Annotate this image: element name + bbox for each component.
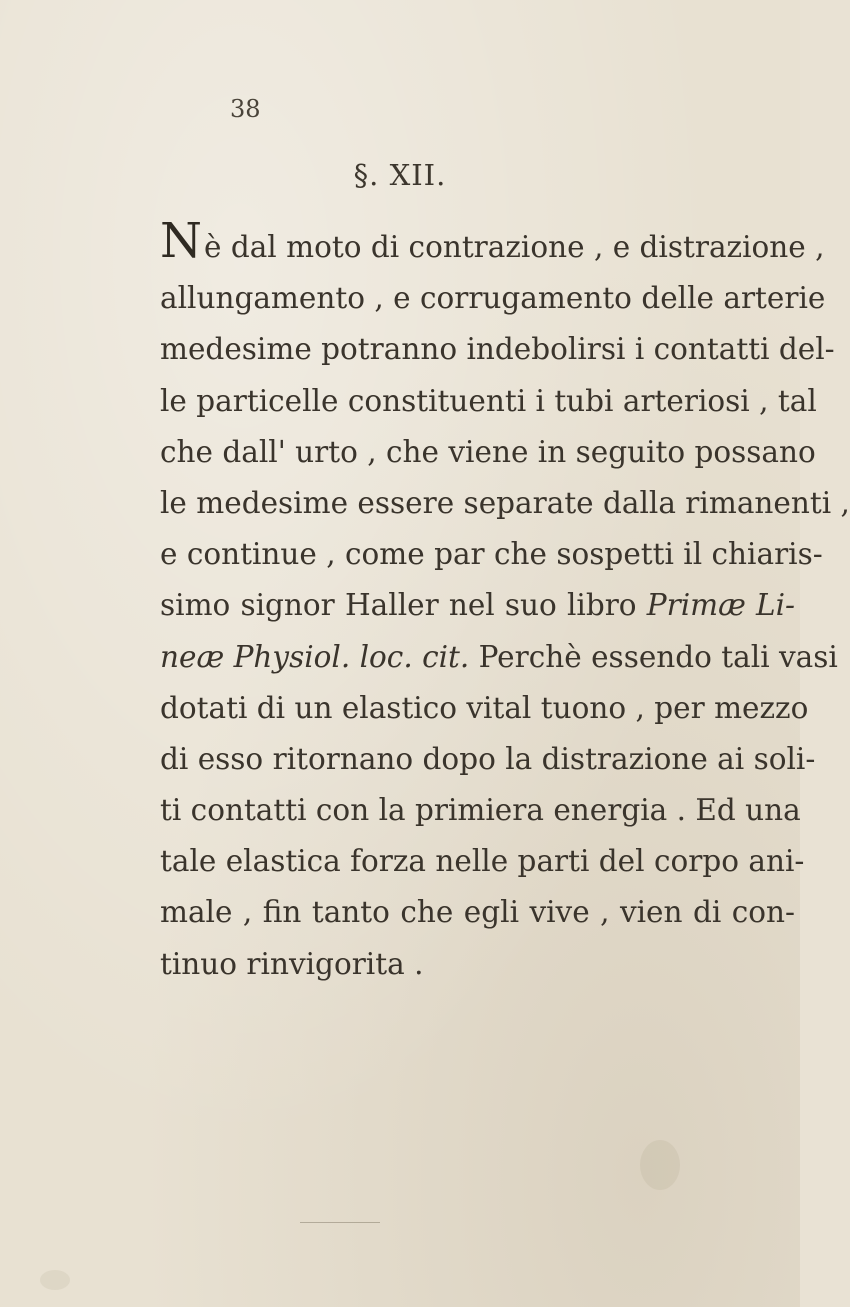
text-line: Nè dal moto di contrazione , e distrazione , [160, 213, 825, 269]
text-line: tinuo rinvigorita . [160, 946, 424, 981]
text-line: le medesime essere separate dalla rimanenti , [160, 485, 850, 520]
text-line: le particelle constituenti i tubi arteriosi , tal [160, 383, 817, 418]
text-line: e continue , come par che sospetti il chiaris- [160, 537, 823, 572]
drop-cap: N [160, 213, 202, 269]
text-line: tale elastica forza nelle parti del corpo ani- [160, 844, 805, 879]
page-number: 38 [230, 95, 261, 123]
text-line: medesime potranno indebolirsi i contatti del- [160, 332, 835, 367]
text-line: che dall' urto , che viene in seguito possano [160, 434, 816, 469]
text-line: male , fin tanto che egli vive , vien di con- [160, 895, 795, 930]
text-line: allungamento , e corrugamento delle arterie [160, 281, 826, 316]
faint-rule [300, 1222, 380, 1223]
paragraph [160, 213, 850, 990]
italic-citation: Primæ Li- [646, 588, 795, 623]
paper-stain [640, 1140, 680, 1190]
text-line: ti contatti con la primiera energia . Ed una [160, 793, 801, 828]
text-line: neæ Physiol. loc. cit. Perchè essendo tali vasi [160, 639, 838, 674]
paper-stain [40, 1270, 70, 1290]
italic-citation: neæ Physiol. loc. cit. [160, 639, 470, 674]
text-line: simo signor Haller nel suo libro Primæ Li- [160, 588, 795, 623]
section-heading: §. XII. [353, 158, 447, 192]
text-line: dotati di un elastico vital tuono , per mezzo [160, 690, 809, 725]
text-line: di esso ritornano dopo la distrazione ai soli- [160, 741, 816, 776]
